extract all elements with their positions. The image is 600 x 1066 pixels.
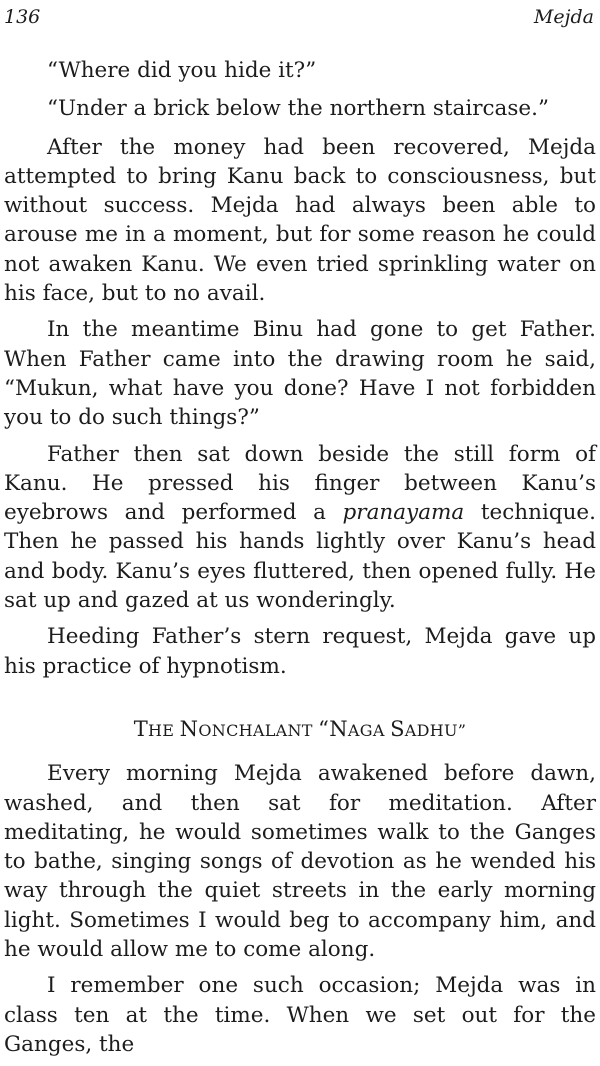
paragraph: Heeding Father’s stern request, Mejda gave up his practice of hypnotism. xyxy=(4,624,596,679)
text-run: Father then sat down beside the still form of Kanu. He pressed his finger between Kanu’s eyebrows and performed a xyxy=(4,441,596,526)
paragraph xyxy=(4,440,596,616)
body-text xyxy=(4,56,596,1066)
section-heading: THE NONCHALANT “NAGA SADHU” xyxy=(133,716,467,741)
paragraph: I remember one such occasion; Mejda was in class ten at the time. When we set out for the Ganges, the xyxy=(4,973,596,1057)
paragraph: After the money had been recovered, Mejda attempted to bring Kanu back to consciousness, but without success. Mejda had always been able to arouse me in a moment, but for some reason he could not awaken Kanu. We even tried sprinkling water on his face, but to no avail. xyxy=(4,134,596,307)
italic-term: pranayama xyxy=(342,500,465,526)
running-title: Mejda xyxy=(533,6,594,28)
dialogue-line: “Where did you hide it?” xyxy=(47,58,317,83)
text-run: technique. Then he passed his hands lightly over Kanu’s head and body. Kanu’s eyes fluttered, then opened fully. He sat up and gazed at us wonderingly. xyxy=(4,500,596,614)
paragraph: In the meantime Binu had gone to get Father. When Father came into the drawing room he said, “Mukun, what have you done? Have I not forbidden you to do such things?” xyxy=(4,317,596,431)
dialogue-line: “Under a brick below the northern staircase.” xyxy=(47,96,549,122)
page-number: 136 xyxy=(4,6,41,28)
paragraph: Every morning Mejda awakened before dawn, washed, and then sat for meditation. After meditating, he would sometimes walk to the Ganges to bathe, singing songs of devotion as he wended his way through the quiet streets in the early morning light. Sometimes I would beg to accompany him, and he would allow me to come along. xyxy=(4,761,596,963)
running-head xyxy=(4,6,594,34)
